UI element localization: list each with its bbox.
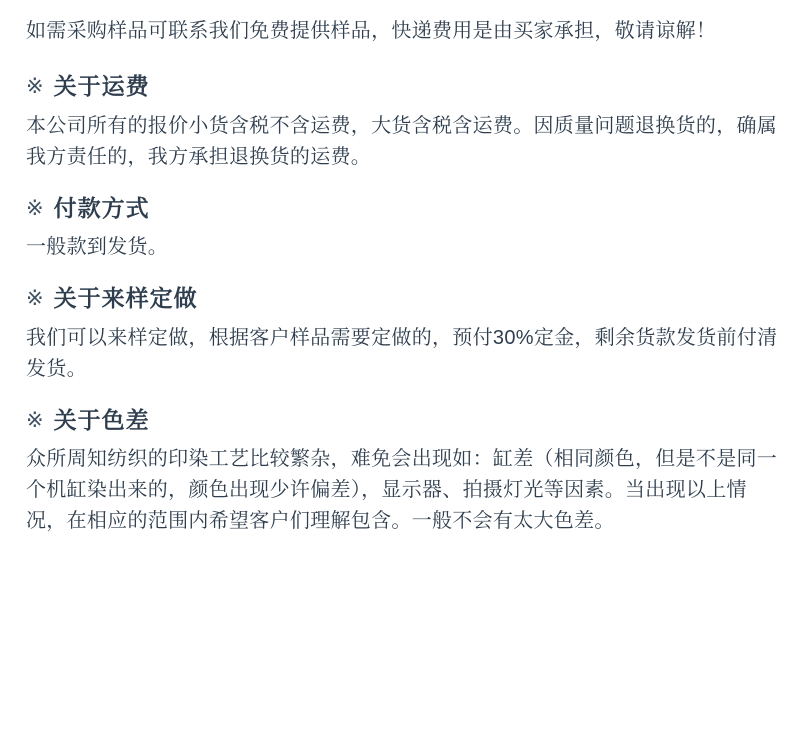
section-shipping-fee (26, 73, 778, 173)
section-body: 一般款到发货。 (26, 236, 169, 259)
section-heading (26, 195, 778, 223)
section-body: 本公司所有的报价小货含税不含运费，大货含税含运费。因质量问题退换货的，确属我方责任的，我方承担退换货的运费。 (26, 114, 778, 168)
section-title: 关于来样定做 (53, 285, 198, 312)
section-heading (26, 73, 778, 101)
section-payment-method (26, 195, 778, 264)
section-body: 众所周知纺织的印染工艺比较繁杂，难免会出现如：缸差（相同颜色，但是不是同一个机缸染出来的，颜色出现少许偏差），显示器、拍摄灯光等因素。当出现以上情况，在相应的范围内希望客户们理解包含。一般不会有太大色差。 (26, 448, 778, 533)
reference-mark-icon: ※ (26, 287, 44, 311)
section-title: 关于色差 (53, 406, 150, 433)
section-title: 关于运费 (53, 73, 150, 99)
section-color-difference (26, 407, 778, 538)
section-title: 付款方式 (53, 194, 150, 221)
section-heading (26, 407, 778, 435)
intro-paragraph: 如需采购样品可联系我们免费提供样品，快递费用是由买家承担，敬请谅解！ (26, 20, 717, 42)
section-body: 我们可以来样定做，根据客户样品需要定做的，预付30%定金，剩余货款发货前付清发货。 (26, 326, 778, 380)
section-heading (26, 285, 778, 313)
reference-mark-icon: ※ (26, 409, 44, 433)
section-custom-sample (26, 285, 778, 385)
reference-mark-icon: ※ (26, 75, 44, 99)
reference-mark-icon: ※ (26, 196, 44, 220)
